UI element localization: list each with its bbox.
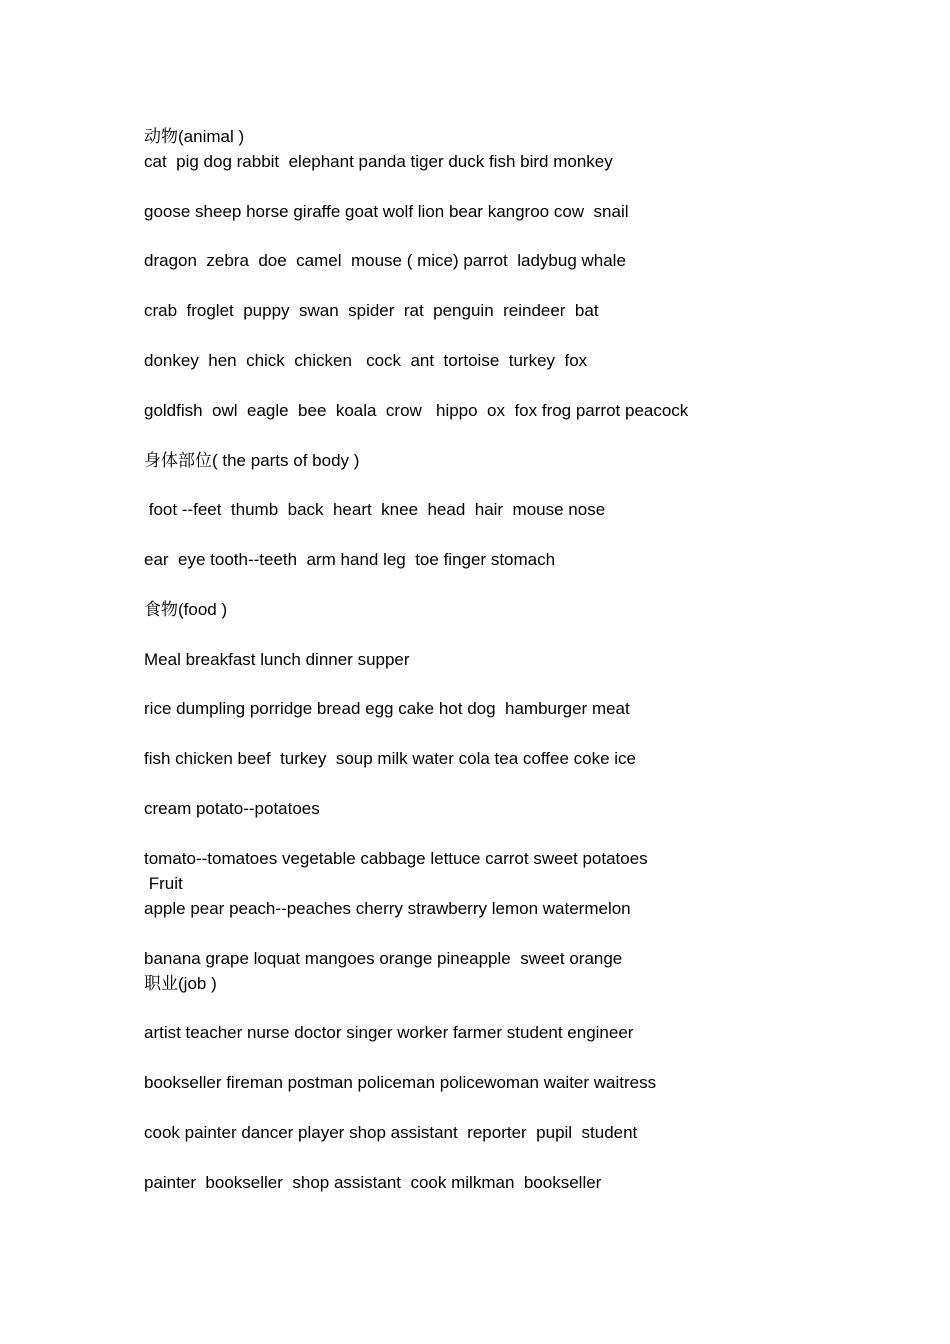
text-line: goose sheep horse giraffe goat wolf lion bear kangroo cow snail xyxy=(144,202,629,221)
text-line: Meal breakfast lunch dinner supper xyxy=(144,650,410,669)
text-line: tomato--tomatoes vegetable cabbage lettuce carrot sweet potatoes xyxy=(144,849,648,868)
text-line: banana grape loquat mangoes orange pineapple sweet orange xyxy=(144,949,623,968)
heading-food: 食物(food ) xyxy=(144,600,228,619)
text-line: cook painter dancer player shop assistant reporter pupil student xyxy=(144,1123,638,1142)
text-line: ear eye tooth--teeth arm hand leg toe finger stomach xyxy=(144,550,556,569)
heading-animal: 动物(animal ) xyxy=(144,127,245,146)
text-line: cat pig dog rabbit elephant panda tiger duck fish bird monkey xyxy=(144,152,613,171)
text-line: donkey hen chick chicken cock ant tortoise turkey fox xyxy=(144,351,588,370)
heading-fruit: Fruit xyxy=(144,874,183,893)
text-line: artist teacher nurse doctor singer worker farmer student engineer xyxy=(144,1023,634,1042)
text-line: foot --feet thumb back heart knee head hair mouse nose xyxy=(144,500,606,519)
text-line: goldfish owl eagle bee koala crow hippo ox fox frog parrot peacock xyxy=(144,401,689,420)
text-line: dragon zebra doe camel mouse ( mice) parrot ladybug whale xyxy=(144,251,626,270)
heading-job: 职业(job ) xyxy=(144,974,217,993)
text-line: rice dumpling porridge bread egg cake hot dog hamburger meat xyxy=(144,699,630,718)
text-line: cream potato--potatoes xyxy=(144,799,320,818)
text-line: fish chicken beef turkey soup milk water cola tea coffee coke ice xyxy=(144,749,636,768)
text-line: crab froglet puppy swan spider rat penguin reindeer bat xyxy=(144,301,599,320)
heading-body-parts: 身体部位( the parts of body ) xyxy=(144,451,360,470)
text-line: painter bookseller shop assistant cook milkman bookseller xyxy=(144,1173,602,1192)
text-line: apple pear peach--peaches cherry strawberry lemon watermelon xyxy=(144,899,631,918)
text-line: bookseller fireman postman policeman policewoman waiter waitress xyxy=(144,1073,657,1092)
